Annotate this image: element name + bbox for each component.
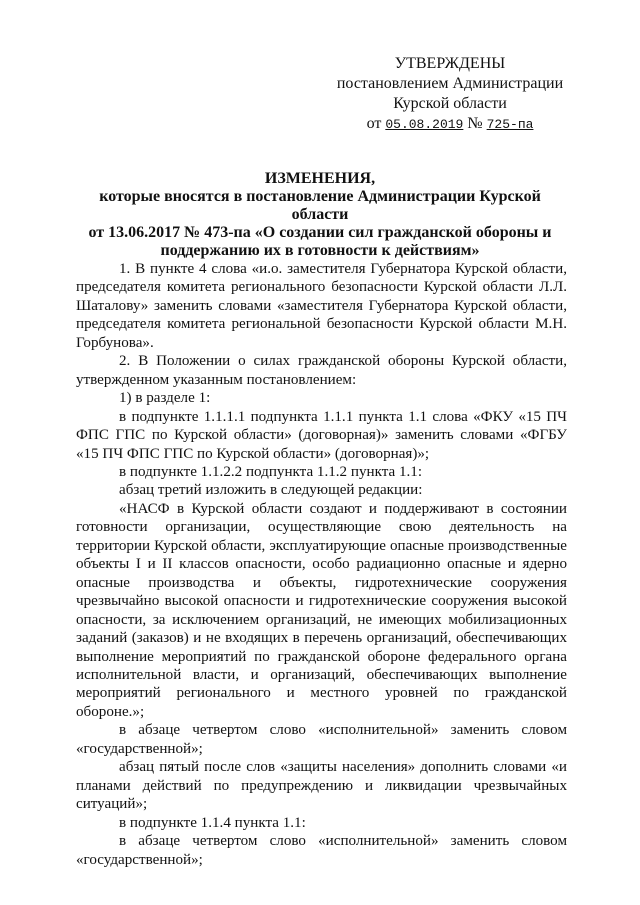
document-title: [70, 170, 570, 260]
approval-stamp: [330, 54, 570, 135]
paragraph: абзац третий изложить в следующей редакции:: [119, 482, 423, 499]
paragraph: в абзаце четвертом слово «исполнительной» заменить словом «государственной»;: [76, 833, 567, 868]
approval-heading: УТВЕРЖДЕНЫ: [394, 55, 506, 72]
document-body: [76, 260, 567, 869]
paragraph: «НАСФ в Курской области создают и поддерживают в состоянии готовности организации, осуществляющие свою деятельность на территории Курской области, эксплуатирующие опасные производственные объекты I и II классов опасности, особо радиационно опасные и ядерно опасные производства и объекты, гидротехнические сооружения чрезвычайно высокой опасности и гидротехнические сооружения высокой опасности, за исключением организаций, не имеющих мобилизационных заданий (заказов) и не входящих в перечень организаций, обеспечивающих выполнение мероприятий по гражданской обороне федерального органа исполнительной власти, и организаций, обеспечивающих выполнение мероприятий регионального и местного уровней по гражданской обороне.»;: [76, 500, 567, 720]
title-line-1: ИЗМЕНЕНИЯ,: [264, 170, 376, 187]
number-prefix: №: [467, 115, 483, 132]
paragraph: 1. В пункте 4 слова «и.о. заместителя Губернатора Курской области, председателя комитета регионального безопасности Курской области Л.Л. Шаталову» заменить словами «заместителя Губернатора Курской области, председателя комитета региональной безопасности Курской области М.Н. Горбунова».: [76, 261, 567, 351]
approval-number: 725-па: [486, 117, 534, 132]
approval-region-line: Курской области: [393, 95, 507, 112]
title-line-4: поддержанию их в готовности к действиям»: [160, 242, 480, 259]
paragraph: в подпункте 1.1.1.1 подпункта 1.1.1 пункта 1.1 слова «ФКУ «15 ПЧ ФПС ГПС по Курской области» (договорная)» заменить словами «ФГБУ «15 ПЧ ФПС ГПС по Курской области» (договорная)»;: [76, 408, 567, 462]
approval-date: 05.08.2019: [385, 117, 464, 132]
title-line-2: которые вносятся в постановление Администрации Курской области: [99, 188, 541, 223]
approval-by-line: постановлением Администрации: [336, 75, 564, 92]
date-prefix: от: [366, 115, 382, 132]
paragraph: абзац пятый после слов «защиты населения» дополнить словами «и планами действий по предупреждению и ликвидации чрезвычайных ситуаций»;: [76, 759, 567, 813]
paragraph: 2. В Положении о силах гражданской обороны Курской области, утвержденном указанным постановлением:: [76, 353, 567, 388]
paragraph: в абзаце четвертом слово «исполнительной» заменить словом «государственной»;: [76, 722, 567, 757]
paragraph: в подпункте 1.1.2.2 подпункта 1.1.2 пункта 1.1:: [119, 463, 423, 480]
paragraph: в подпункте 1.1.4 пункта 1.1:: [119, 814, 306, 831]
paragraph: 1) в разделе 1:: [119, 390, 211, 407]
title-line-3: от 13.06.2017 № 473-па «О создании сил гражданской обороны и: [88, 224, 552, 241]
approval-date-line: [330, 114, 570, 135]
